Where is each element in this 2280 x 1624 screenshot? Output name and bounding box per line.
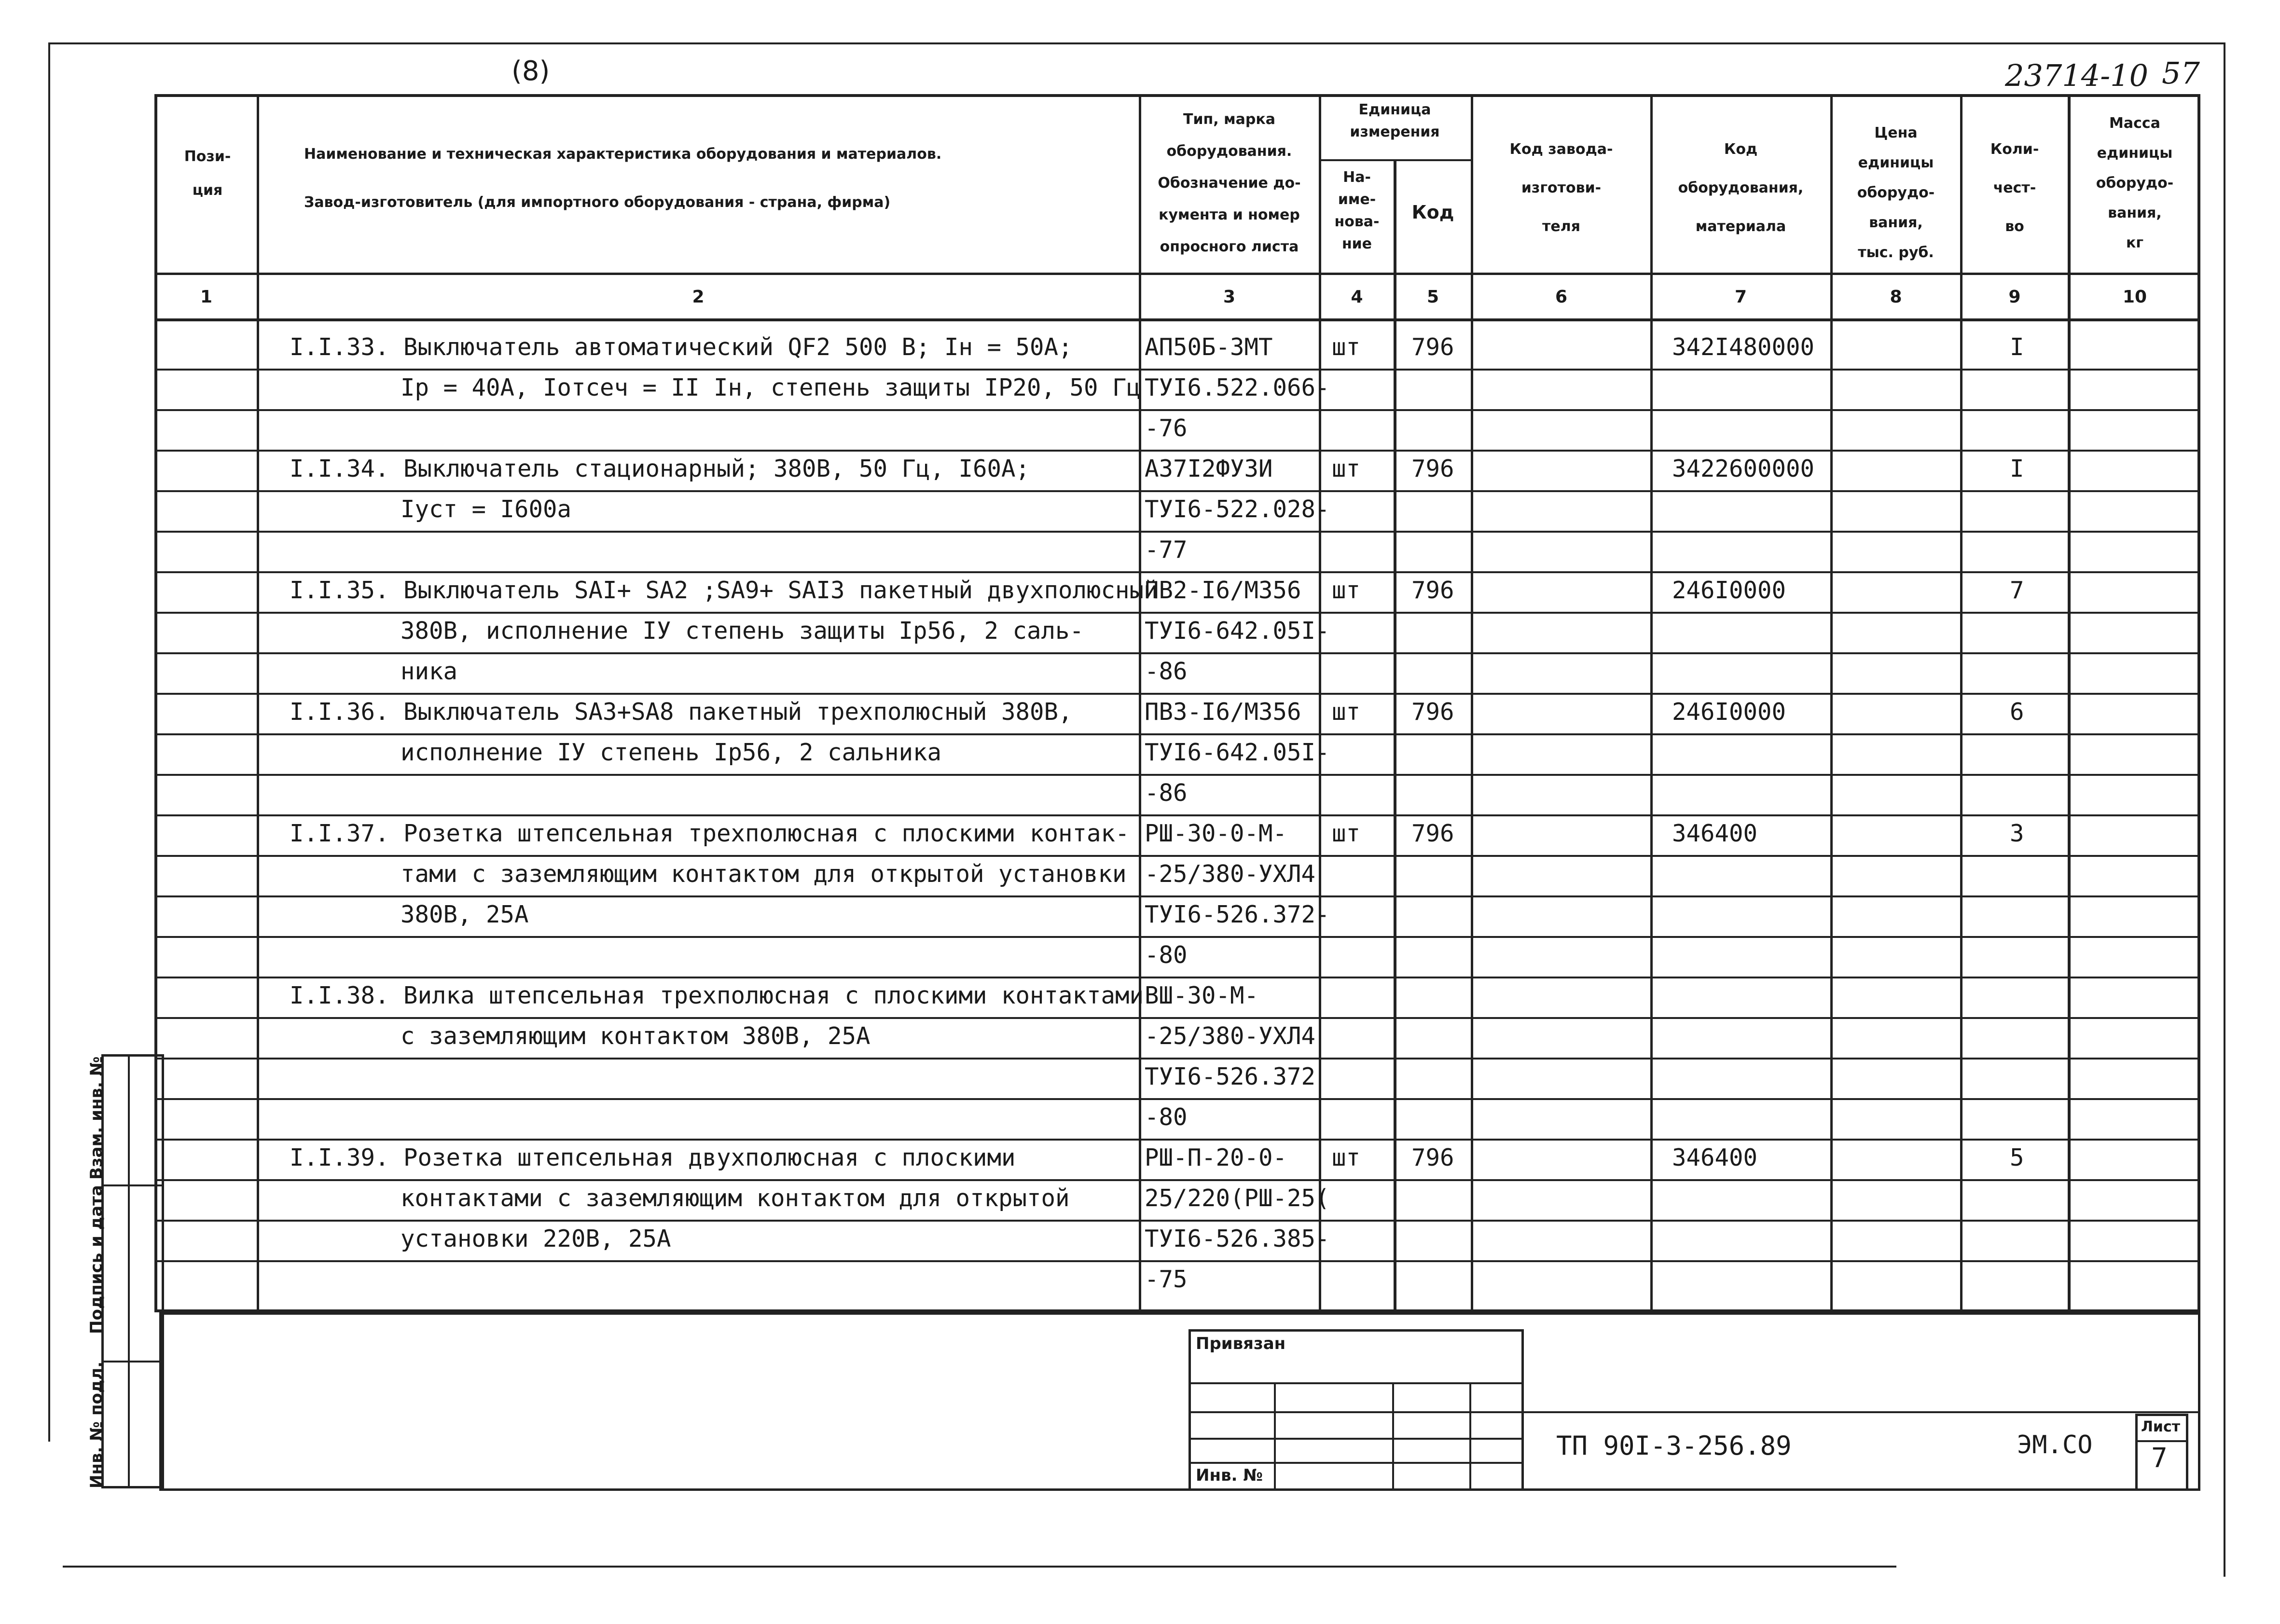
row-name: I.I.39. Розетка штепсельная двухполюсная с плоскими	[290, 1144, 1016, 1171]
header-unit-code: Код	[1411, 202, 1454, 223]
col-line-5	[1471, 94, 1473, 1312]
row-unit: шт	[1332, 1144, 1361, 1171]
row-quantity: 3	[2010, 820, 2024, 847]
side-podpis-label: Подпись и дата	[87, 1185, 106, 1334]
colnum-9: 9	[2008, 287, 2021, 307]
outer-top-border	[48, 42, 2225, 44]
row-type: -80	[1145, 941, 1188, 969]
row-name: Iр = 40А, Iотсеч = II Iн, степень защиты IP20, 50 Гц	[401, 374, 1141, 401]
row-equipment-code: 346400	[1672, 1144, 1758, 1171]
row-name: Iуст = I600а	[401, 495, 572, 523]
colnum-5: 5	[1426, 287, 1439, 307]
outer-right-border	[2224, 42, 2225, 1577]
row-name: 380В, исполнение IУ степень защиты Iр56, 2 саль-	[401, 617, 1084, 645]
privyazan-label: Привязан	[1196, 1334, 1286, 1353]
row-equipment-code: 346400	[1672, 820, 1758, 847]
colnum-1: 1	[200, 287, 213, 307]
side-stamp-divider	[128, 1054, 130, 1488]
row-unit: шт	[1332, 333, 1361, 361]
row-type: -76	[1145, 414, 1188, 442]
row-type: ТУI6-526.385-	[1145, 1225, 1330, 1252]
row-type: -25/380-УХЛ4	[1145, 1022, 1316, 1050]
row-type: ВШ-30-М-	[1145, 982, 1259, 1009]
row-name: установки 220В, 25А	[401, 1225, 671, 1252]
colnum-6: 6	[1555, 287, 1568, 307]
doc-suffix: ЭМ.СО	[2017, 1431, 2093, 1459]
privyazan-vline-2	[1392, 1382, 1394, 1491]
row-equipment-code: 3422600000	[1672, 455, 1815, 482]
col-line-3	[1319, 94, 1321, 1312]
header-unit-name: На- име- нова- ние	[1334, 169, 1380, 252]
row-name: I.I.33. Выключатель автоматический QF2 500 В; Iн = 50А;	[290, 333, 1073, 361]
colnum-8: 8	[1890, 287, 1902, 307]
header-quantity: Коли- чест- во	[1990, 141, 2039, 235]
row-unit: шт	[1332, 577, 1361, 604]
header-name: Наименование и техническая характеристика оборудования и материалов. Завод-изготовитель (для импортного оборудования - страна, фирма)	[304, 146, 942, 211]
row-type: -80	[1145, 1103, 1188, 1131]
row-type: АП50Б-3МТ	[1145, 333, 1273, 361]
header-position: Пози- ция	[184, 148, 231, 199]
row-equipment-code: 246I0000	[1672, 698, 1786, 726]
colnum-2: 2	[692, 287, 705, 307]
header-factory-code: Код завода- изготови- теля	[1509, 141, 1613, 235]
row-type: ПВЗ-I6/М356	[1145, 698, 1301, 726]
row-name: 380В, 25А	[401, 901, 529, 928]
colnum-3: 3	[1223, 287, 1236, 307]
header-price: Цена единицы оборудо- вания, тыс. руб.	[1857, 124, 1935, 261]
unit-group-line	[1319, 159, 1471, 161]
numbers-bottom-line	[154, 318, 2200, 321]
col-line-6	[1650, 94, 1653, 1312]
outer-bottom-border	[63, 1566, 1896, 1568]
corner-number: 57	[2162, 55, 2200, 91]
row-unit: шт	[1332, 698, 1361, 726]
colnum-7: 7	[1734, 287, 1747, 307]
row-type: -86	[1145, 779, 1188, 807]
row-name: I.I.37. Розетка штепсельная трехполюсная с плоскими контак-	[290, 820, 1130, 847]
row-name: I.I.34. Выключатель стационарный; 380В, 50 Гц, I60А;	[290, 455, 1030, 482]
header-mass: Масса единицы оборудо- вания, кг	[2096, 115, 2174, 251]
col-line-1	[257, 94, 259, 1312]
doc-code-top-line	[1524, 1411, 2200, 1413]
row-type: ТУI6-642.05I-	[1145, 617, 1330, 645]
row-unit: шт	[1332, 820, 1361, 847]
row-quantity: I	[2010, 333, 2024, 361]
row-unit-code: 796	[1411, 1144, 1454, 1171]
row-type: РШ-30-0-М-	[1145, 820, 1287, 847]
row-name: I.I.38. Вилка штепсельная трехполюсная с плоскими контактами	[290, 982, 1144, 1009]
row-type: 25/220(РШ-25(	[1145, 1184, 1330, 1212]
sheet-box-divider	[2135, 1440, 2188, 1442]
row-quantity: 5	[2010, 1144, 2024, 1171]
side-inv-podl-label: Инв. № подл.	[87, 1361, 106, 1488]
col-line-8	[1960, 94, 1962, 1312]
row-name: I.I.35. Выключатель SAI+ SA2 ;SA9+ SAI3 пакетный двухполюсный	[290, 577, 1158, 604]
doc-code: ТП 90I-3-256.89	[1556, 1431, 1792, 1461]
row-unit: шт	[1332, 455, 1361, 482]
colnum-4: 4	[1351, 287, 1363, 307]
row-name: исполнение IУ степень Iр56, 2 сальника	[401, 739, 942, 766]
side-stamp-line-2	[101, 1361, 164, 1363]
row-unit-code: 796	[1411, 455, 1454, 482]
col-line-9	[2068, 94, 2071, 1312]
row-type: ПВ2-I6/М356	[1145, 577, 1301, 604]
inv-no-label: Инв. №	[1196, 1466, 1263, 1485]
row-quantity: I	[2010, 455, 2024, 482]
privyazan-vline-1	[1274, 1382, 1276, 1491]
header-type: Тип, марка оборудования. Обозначение до- кумента и номер опросного листа	[1158, 111, 1301, 255]
row-unit-code: 796	[1411, 820, 1454, 847]
row-type: ТУI6-526.372	[1145, 1063, 1316, 1090]
privyazan-line-2	[1188, 1411, 1524, 1413]
col-line-2	[1139, 94, 1141, 1312]
row-unit-code: 796	[1411, 333, 1454, 361]
row-unit-code: 796	[1411, 577, 1454, 604]
header-unit-group: Единица измерения	[1350, 101, 1440, 140]
row-type: А37I2ФУ3И	[1145, 455, 1273, 482]
row-name: ника	[401, 658, 458, 685]
privyazan-vline-3	[1469, 1382, 1471, 1491]
row-name: контактами с заземляющим контактом для открытой	[401, 1184, 1070, 1212]
row-type: -25/380-УХЛ4	[1145, 860, 1316, 888]
sheet-label: Лист	[2141, 1418, 2181, 1435]
archive-number: 23714-10	[2005, 58, 2149, 93]
side-vzam-label: Взам. инв. №	[87, 1056, 106, 1180]
row-type: ТУI6-522.028-	[1145, 495, 1330, 523]
header-equipment-code: Код оборудования, материала	[1678, 141, 1804, 235]
row-type: ТУI6-642.05I-	[1145, 739, 1330, 766]
row-type: -86	[1145, 658, 1188, 685]
row-type: РШ-П-20-0-	[1145, 1144, 1287, 1171]
row-equipment-code: 246I0000	[1672, 577, 1786, 604]
privyazan-line-3	[1188, 1438, 1524, 1440]
title-block-frame	[159, 1312, 2200, 1491]
row-equipment-code: 342I480000	[1672, 333, 1815, 361]
row-quantity: 7	[2010, 577, 2024, 604]
col-line-7	[1830, 94, 1833, 1312]
privyazan-line-4	[1188, 1462, 1524, 1464]
row-quantity: 6	[2010, 698, 2024, 726]
row-name: тами с заземляющим контактом для открытой установки	[401, 860, 1127, 888]
outer-left-border	[48, 42, 50, 1442]
sheet-number: 7	[2151, 1443, 2168, 1474]
row-type: -75	[1145, 1266, 1188, 1293]
row-unit-code: 796	[1411, 698, 1454, 726]
side-stamp-line-1	[101, 1184, 164, 1186]
row-type: ТУI6-526.372-	[1145, 901, 1330, 928]
privyazan-line-1	[1188, 1382, 1524, 1384]
row-name: с заземляющим контактом 380В, 25А	[401, 1022, 871, 1050]
section-label: (8)	[511, 55, 550, 87]
header-bottom-line	[154, 273, 2200, 275]
row-type: ТУI6.522.066-	[1145, 374, 1330, 401]
row-name: I.I.36. Выключатель SA3+SA8 пакетный трехполюсный 380В,	[290, 698, 1073, 726]
row-type: -77	[1145, 536, 1188, 564]
colnum-10: 10	[2122, 287, 2147, 307]
